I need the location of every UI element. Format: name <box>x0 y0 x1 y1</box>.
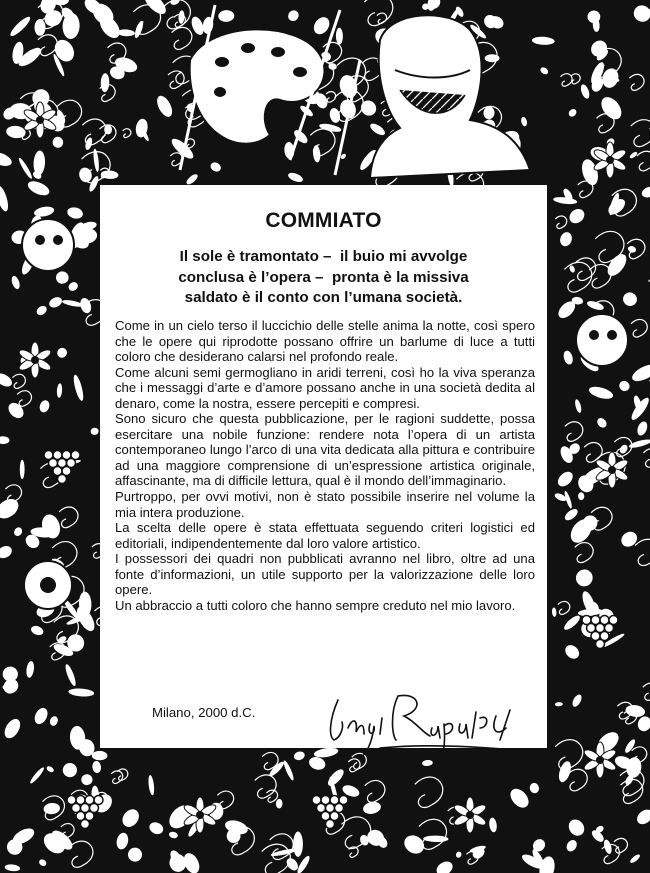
poem-line: Il sole è tramontato – il buio mi avvolge <box>179 248 468 265</box>
poem-line: saldato è il conto con l’umana società. <box>184 289 463 306</box>
paragraph: Purtroppo, per ovvi motivi, non è stato possibile inserire nel volume la mia intera produzione. <box>115 489 535 520</box>
body-text <box>115 318 535 613</box>
text-panel <box>100 185 547 748</box>
paragraph: Sono sicuro che questa pubblicazione, per le ragioni suddette, possa esercitare una nobile funzione: rendere nota l’opera di un artista contemporaneo lungo l’arco di una vita dedicata alla pittura e contribuire ad una maggiore comprensione di un’espressione artistica originale, affascinante, ma di difficile lettura, qual è il mondo dell’immaginario. <box>115 411 535 489</box>
poem-line: conclusa è l’opera – pronta è la missiva <box>178 268 469 286</box>
place-date: Milano, 2000 d.C. <box>152 705 256 720</box>
handwritten-signature <box>320 688 525 768</box>
paragraph: I possessori dei quadri non pubblicati avranno nel libro, oltre ad una fonte d’informazioni, un utile supporto per la valorizzazione delle loro opere. <box>115 551 535 598</box>
paragraph: Come in un cielo terso il luccichio delle stelle anima la notte, così spero che le opere qui riprodotte possano offrire un barlume di luce a tutti coloro che desiderano calarsi nel profondo reale. <box>115 318 535 365</box>
page-title: COMMIATO <box>265 209 382 232</box>
paragraph: Come alcuni semi germogliano in aridi terreni, così ho la viva speranza che i messaggi d’arte e d’amore possano anche in una società dedita al denaro, come la nostra, essere percepiti e compresi. <box>115 364 535 411</box>
poem-stanza <box>100 247 547 309</box>
paragraph: Un abbraccio a tutti coloro che hanno sempre creduto nel mio lavoro. <box>115 597 516 613</box>
paragraph: La scelta delle opere è stata effettuata seguendo criteri logistici ed editoriali, indipendentemente dal loro valore artistico. <box>115 520 535 551</box>
